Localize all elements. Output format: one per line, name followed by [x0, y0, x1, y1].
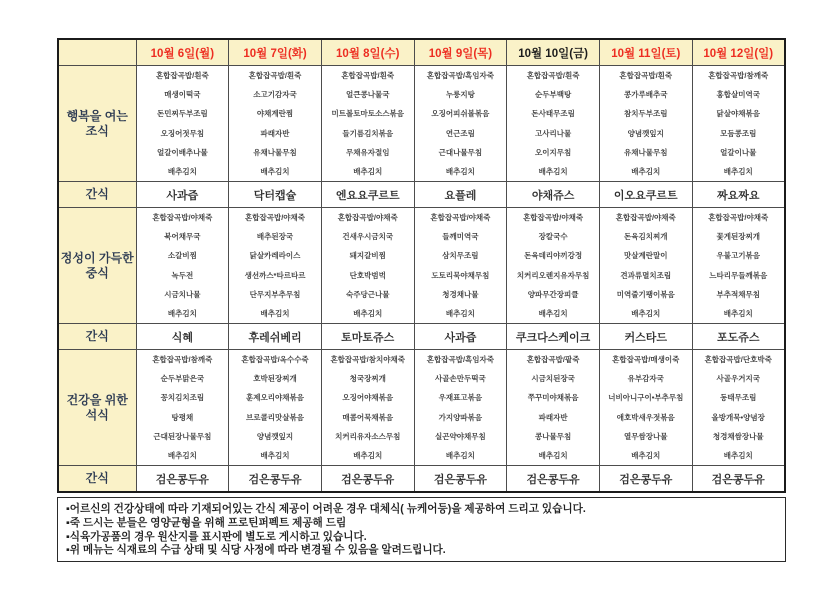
- menu-item: 가지양파볶음: [438, 412, 483, 422]
- menu-item: 실곤약야채무침: [435, 431, 486, 441]
- menu-item: 배추김치: [167, 308, 197, 318]
- menu-item: 양념깻잎지: [627, 128, 664, 138]
- menu-item: 탕평채: [171, 412, 194, 422]
- snack-cell: [414, 466, 507, 493]
- date-header-row: [58, 39, 785, 66]
- breakfast-cell: [136, 66, 229, 182]
- snack-cell: [692, 182, 785, 208]
- row-label-breakfast: 행복을 여는 조식: [58, 66, 136, 182]
- snack-item: 사과즙: [444, 331, 477, 344]
- menu-item: 혼합잡곡밥/야채죽: [245, 213, 306, 223]
- menu-item: 배추김치: [538, 308, 568, 318]
- lunch-cell: [414, 208, 507, 324]
- menu-item: 혼합잡곡밥/흑임자죽: [426, 71, 495, 81]
- menu-item: 삼치무조림: [442, 251, 479, 261]
- menu-item: 배추김치: [353, 450, 383, 460]
- snack-cell: [414, 182, 507, 208]
- menu-item: 치커리유자소스무침: [335, 431, 401, 441]
- snack-cell: [599, 466, 692, 493]
- menu-item: 혼합잡곡밥/야채죽: [337, 213, 398, 223]
- menu-item: 부추적채무침: [716, 289, 760, 299]
- snack-item: 엔요요쿠르트: [335, 189, 400, 202]
- date-header: 10월 9일(목): [414, 39, 507, 66]
- notes-box: [57, 497, 786, 562]
- menu-item: 녹두전: [171, 270, 194, 280]
- menu-item: 순두부백탕: [534, 90, 572, 100]
- menu-item: 근대나물무침: [438, 147, 483, 157]
- menu-item: 배추김치: [260, 166, 290, 176]
- menu-item: 미트볼토마토소스볶음: [331, 109, 404, 119]
- menu-item: 파래자반: [260, 128, 290, 138]
- menu-item: 배추김치: [631, 308, 661, 318]
- menu-item: 누룽지탕: [445, 90, 475, 100]
- menu-item: 연근조림: [445, 128, 475, 138]
- note-line: ▪죽 드시는 분들은 영양균형을 위해 프로틴퍼펙트 제공해 드림: [66, 516, 347, 529]
- menu-item: 배추김치: [538, 166, 568, 176]
- menu-item: 애호박새우젓볶음: [616, 412, 675, 422]
- menu-item: 배추김치: [260, 450, 290, 460]
- menu-item: 동태무조림: [720, 393, 757, 403]
- menu-item: 얼갈이배추나물: [156, 147, 208, 157]
- snack-cell: [507, 182, 600, 208]
- menu-item: 혼합잡곡밥/매생이죽: [612, 355, 680, 365]
- menu-item: 혼합잡곡밥/야채죽: [430, 213, 491, 223]
- menu-item: 혼합잡곡밥/야채죽: [708, 213, 769, 223]
- row-label-dinner: 건강을 위한 석식: [58, 350, 136, 466]
- snack-cell: [692, 466, 785, 493]
- menu-item: 매콤어묵채볶음: [342, 412, 394, 422]
- snack-item: 포도쥬스: [716, 331, 760, 344]
- snack-item: 검은콩두유: [526, 473, 580, 486]
- menu-item: 혼합잡곡밥/단호박죽: [704, 355, 772, 365]
- menu-item: 콩나물무침: [534, 431, 572, 441]
- snack-cell: [692, 324, 785, 350]
- breakfast-row: [58, 66, 785, 182]
- menu-item: 시금치나물: [164, 289, 201, 299]
- menu-item: 느타리무들깨볶음: [709, 270, 768, 280]
- lunch-cell: [507, 208, 600, 324]
- menu-item: 혼합잡곡밥/참깨죽: [708, 71, 769, 81]
- menu-item: 시금치된장국: [531, 374, 575, 384]
- menu-item: 도토리묵야채무침: [431, 270, 490, 280]
- menu-item: 배추김치: [445, 450, 475, 460]
- menu-item: 꽃게된장찌개: [716, 232, 760, 242]
- menu-item: 단호박범벅: [349, 270, 386, 280]
- lunch-row: [58, 208, 785, 324]
- menu-item: 소고기감자국: [253, 90, 297, 100]
- menu-item: 닭살야채볶음: [716, 109, 760, 119]
- menu-item: 매생이떡국: [164, 90, 201, 100]
- dinner-cell: [229, 350, 322, 466]
- menu-item: 양념깻잎지: [256, 431, 294, 441]
- weekly-menu-table: [57, 38, 786, 493]
- menu-item: 오징어야채볶음: [342, 393, 394, 403]
- menu-item: 돈육데리야끼강정: [524, 251, 583, 261]
- note-line: ▪위 메뉴는 식재료의 수급 상태 및 식당 사정에 따라 변경될 수 있음을 알려드립니다.: [66, 544, 446, 557]
- lunch-cell: [229, 208, 322, 324]
- menu-item: 혼합잡곡밥/흰죽: [526, 71, 580, 81]
- snack-item: 식혜: [171, 331, 193, 344]
- snack-item: 검은콩두유: [619, 473, 673, 486]
- menu-item: 우불고기볶음: [716, 251, 760, 261]
- menu-item: 사골손만두떡국: [435, 374, 486, 384]
- menu-item: 장칼국수: [538, 232, 568, 242]
- dinner-cell: [692, 350, 785, 466]
- corner-cell: [58, 39, 136, 66]
- breakfast-cell: [321, 66, 414, 182]
- menu-item: 건새우시금치국: [342, 232, 394, 242]
- row-label-snack: 간식: [58, 324, 136, 350]
- snack-item: 토마토쥬스: [341, 331, 395, 344]
- row-label-lunch: 정성이 가득한 중식: [58, 208, 136, 324]
- snack-cell: [414, 324, 507, 350]
- menu-item: 혼합잡곡밥/흰죽: [155, 71, 209, 81]
- snack-cell: [136, 466, 229, 493]
- menu-item: 치커리오렌지유자무침: [516, 270, 590, 280]
- menu-item: 꽁치김치조림: [160, 393, 205, 403]
- snack-cell: [136, 324, 229, 350]
- snack-item: 닥터캡슐: [253, 189, 297, 202]
- lunch-cell: [136, 208, 229, 324]
- snack-cell: [229, 324, 322, 350]
- note-line: ▪어르신의 건강상태에 따라 기재되어있는 간식 제공이 어려운 경우 대체식( 뉴케어등)을 제공하여 드리고 있습니다.: [66, 503, 586, 515]
- note-line: ▪식육가공품의 경우 원산지를 표시판에 별도로 게시하고 있습니다.: [66, 530, 367, 543]
- dinner-cell: [507, 350, 600, 466]
- menu-item: 단무지부추무침: [249, 289, 301, 299]
- snack-item: 검은콩두유: [341, 473, 395, 486]
- snack-cell: [229, 466, 322, 493]
- snack-item: 이오요쿠르트: [613, 189, 678, 202]
- menu-item: 북어채무국: [164, 232, 201, 242]
- snack-item: 검은콩두유: [433, 473, 487, 486]
- menu-item: 배추김치: [445, 166, 475, 176]
- menu-item: 맛살계란말이: [624, 251, 668, 261]
- snack-item: 쿠크다스케이크: [515, 331, 591, 344]
- menu-item: 너비아니구이•부추무침: [608, 393, 684, 403]
- menu-item: 배추김치: [631, 450, 661, 460]
- snack-cell: [507, 324, 600, 350]
- menu-item: 참치두부조림: [624, 109, 668, 119]
- row-label-snack: 간식: [58, 466, 136, 493]
- menu-item: 사골우거지국: [716, 374, 760, 384]
- snack-item: 후레쉬베리: [248, 331, 302, 344]
- menu-item: 혼합잡곡밥/흰죽: [619, 71, 673, 81]
- menu-item: 돼지갈비찜: [349, 251, 386, 261]
- menu-item: 얼갈이나물: [720, 147, 757, 157]
- menu-item: 얼큰콩나물국: [345, 90, 390, 100]
- breakfast-cell: [507, 66, 600, 182]
- dinner-cell: [599, 350, 692, 466]
- dinner-cell: [136, 350, 229, 466]
- menu-item: 모듬콩조림: [720, 128, 757, 138]
- menu-item: 혼합잡곡밥/참치야채죽: [330, 355, 405, 365]
- menu-item: 배추김치: [723, 166, 753, 176]
- menu-item: 유부감자국: [627, 374, 664, 384]
- snack-cell: [136, 182, 229, 208]
- menu-item: 유채나물무침: [253, 147, 297, 157]
- date-header: 10월 12일(일): [692, 39, 785, 66]
- menu-item: 혼합잡곡밥/팥죽: [526, 355, 580, 365]
- snack-item: 요플레: [444, 189, 477, 202]
- menu-item: 혼합잡곡밥/야채죽: [615, 213, 676, 223]
- menu-item: 배추김치: [260, 308, 290, 318]
- menu-item: 브로콜리맛살볶음: [246, 412, 305, 422]
- menu-item: 배추김치: [631, 166, 661, 176]
- menu-item: 배추김치: [353, 166, 383, 176]
- menu-item: 들깨미역국: [442, 232, 479, 242]
- menu-item: 배추김치: [723, 308, 753, 318]
- menu-item: 근대된장나물무침: [153, 431, 212, 441]
- menu-item: 배추김치: [538, 450, 568, 460]
- dinner-row: [58, 350, 785, 466]
- menu-item: 홍합살미역국: [716, 90, 760, 100]
- menu-item: 훈제오리야채볶음: [246, 393, 305, 403]
- menu-item: 양파무간장피클: [527, 289, 579, 299]
- breakfast-cell: [414, 66, 507, 182]
- menu-item: 혼합잡곡밥/야채죽: [523, 213, 584, 223]
- snack-item: 짜요짜요: [716, 189, 760, 202]
- snack-item: 야채쥬스: [531, 189, 575, 202]
- menu-item: 배추김치: [723, 450, 753, 460]
- menu-item: 배추된장국: [256, 232, 294, 242]
- menu-item: 돈사태무조림: [531, 109, 575, 119]
- menu-item: 생선까스*타르타르: [244, 270, 306, 280]
- snack-item: 커스타드: [624, 331, 668, 344]
- date-header: 10월 6일(월): [136, 39, 229, 66]
- menu-item: 고사리나물: [534, 128, 572, 138]
- menu-item: 야채계란찜: [256, 109, 294, 119]
- menu-item: 호박된장찌개: [253, 374, 297, 384]
- date-header: 10월 8일(수): [321, 39, 414, 66]
- snack-cell: [321, 324, 414, 350]
- menu-item: 들기름김치볶음: [342, 128, 394, 138]
- menu-item: 닭살카레라이스: [249, 251, 301, 261]
- snack-row-2: [58, 324, 785, 350]
- menu-item: 청경채나물: [442, 289, 479, 299]
- menu-item: 혼합잡곡밥/야채죽: [152, 213, 213, 223]
- menu-item: 소갈비찜: [167, 251, 197, 261]
- date-header: 10월 7일(화): [229, 39, 322, 66]
- snack-item: 검은콩두유: [711, 473, 765, 486]
- row-label-snack: 간식: [58, 182, 136, 208]
- snack-cell: [599, 324, 692, 350]
- menu-item: 배추김치: [445, 308, 475, 318]
- menu-item: 콩가루배추국: [624, 90, 668, 100]
- snack-item: 검은콩두유: [155, 473, 209, 486]
- snack-cell: [321, 182, 414, 208]
- lunch-cell: [692, 208, 785, 324]
- snack-cell: [321, 466, 414, 493]
- snack-cell: [507, 466, 600, 493]
- menu-item: 돈육김치찌개: [624, 232, 668, 242]
- snack-row-1: [58, 182, 785, 208]
- snack-cell: [599, 182, 692, 208]
- menu-item: 청국장찌개: [349, 374, 386, 384]
- date-header: 10월 10일(금): [507, 39, 600, 66]
- breakfast-cell: [229, 66, 322, 182]
- breakfast-cell: [692, 66, 785, 182]
- menu-item: 쭈꾸미야채볶음: [527, 393, 579, 403]
- menu-item: 청경채쌈장나물: [712, 431, 764, 441]
- menu-item: 혼합잡곡밥/흰죽: [341, 71, 395, 81]
- menu-item: 오징어젓무침: [160, 128, 205, 138]
- menu-item: 배추김치: [353, 308, 383, 318]
- menu-item: 견과류멸치조림: [620, 270, 672, 280]
- menu-item: 숙주당근나물: [345, 289, 390, 299]
- lunch-cell: [321, 208, 414, 324]
- menu-item: 미역줄기팽이볶음: [616, 289, 675, 299]
- snack-item: 사과즙: [166, 189, 199, 202]
- menu-item: 돈민찌두부조림: [156, 109, 208, 119]
- menu-item: 혼합잡곡밥/참깨죽: [152, 355, 213, 365]
- date-header: 10월 11일(토): [599, 39, 692, 66]
- menu-item: 배추김치: [167, 166, 197, 176]
- menu-item: 혼합잡곡밥/옥수수죽: [241, 355, 309, 365]
- menu-item: 순두부맑은국: [160, 374, 205, 384]
- menu-item: 열무쌈장나물: [624, 431, 668, 441]
- breakfast-cell: [599, 66, 692, 182]
- menu-item: 혼합잡곡밥/흰죽: [248, 71, 302, 81]
- dinner-cell: [321, 350, 414, 466]
- snack-cell: [229, 182, 322, 208]
- menu-item: 유채나물무침: [624, 147, 668, 157]
- dinner-cell: [414, 350, 507, 466]
- menu-item: 오징어피쉬볼볶음: [431, 109, 490, 119]
- lunch-cell: [599, 208, 692, 324]
- menu-item: 오이지무침: [534, 147, 572, 157]
- menu-item: 파래자반: [538, 412, 568, 422]
- snack-item: 검은콩두유: [248, 473, 302, 486]
- menu-item: 올방개묵•양념장: [711, 412, 765, 422]
- menu-item: 혼합잡곡밥/흑임자죽: [426, 355, 495, 365]
- snack-row-3: [58, 466, 785, 493]
- menu-item: 무채유자절임: [345, 147, 390, 157]
- menu-item: 배추김치: [167, 450, 197, 460]
- menu-item: 우재표고볶음: [438, 393, 483, 403]
